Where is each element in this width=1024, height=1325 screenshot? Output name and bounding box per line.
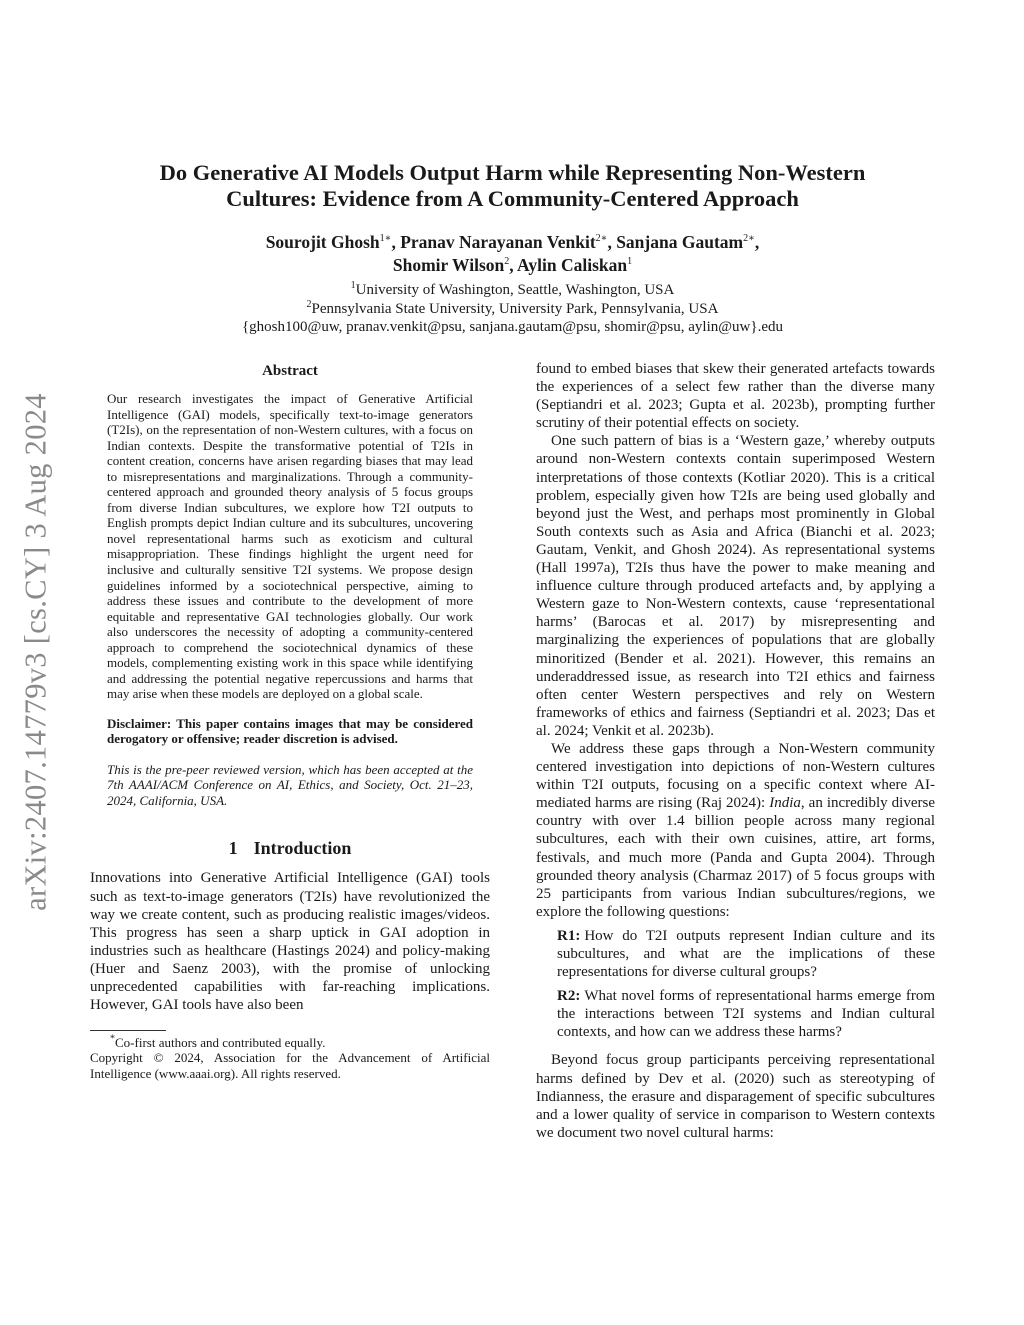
affiliation-1 — [90, 281, 935, 300]
intro-paragraph-1-continued: found to embed biases that skew their generated artefacts towards the experiences of a select few rather than the diverse many (Septiandri et al. 2023; Gupta et al. 2023b), prompting further scrutiny of their potential effects on society. — [536, 361, 935, 432]
author-list — [90, 231, 935, 277]
author-line-2 — [90, 254, 935, 277]
author-affiliation-marker: 1∗ — [379, 233, 392, 245]
author-name: Pranav Narayanan Venkit — [400, 232, 596, 252]
author-separator: , — [509, 255, 518, 275]
left-column — [90, 363, 490, 1081]
author-separator: , — [391, 232, 401, 252]
title-line-2: Cultures: Evidence from A Community-Centered Approach — [226, 186, 799, 211]
research-question-2 — [557, 987, 935, 1041]
copyright-notice: Copyright © 2024, Association for the Advancement of Artificial Intelligence (www.aaai.org). All rights reserved. — [90, 1050, 490, 1081]
section-heading-introduction — [90, 838, 490, 859]
paper-title — [90, 160, 935, 212]
paragraph-text: , an incredibly diverse country with over 1.4 billion people across many regional subcultures, each with their own cuisines, attire, art forms, festivals, and much more (Panda and Gupta 2004). Through grounded theory analysis (Charmaz 2017) of 5 focus groups with 25 participants from various Indian subcultures/regions, we explore the following questions: — [536, 795, 935, 920]
affiliation-marker: 2 — [306, 298, 312, 310]
affiliation-text: University of Washington, Seattle, Washington, USA — [355, 282, 675, 298]
footnote-equal-contribution — [90, 1035, 490, 1050]
title-line-1: Do Generative AI Models Output Harm while Representing Non-Western — [159, 160, 866, 185]
author-affiliation-marker: 2 — [504, 256, 510, 268]
content-disclaimer: Disclaimer: This paper contains images that may be considered derogatory or offensive; reader discretion is advised. — [107, 715, 473, 747]
rq-text: What novel forms of representational harms emerge from the interactions between T2I systems and Indian cultural contexts, and how can we address these harms? — [557, 988, 935, 1041]
rq-label: R2: — [557, 988, 581, 1005]
research-question-1 — [557, 927, 935, 981]
arxiv-sidebar-stamp — [0, 350, 72, 955]
abstract-heading: Abstract — [262, 363, 318, 379]
author-separator: , — [754, 232, 760, 252]
paragraph-text: We address these gaps through a Non-Western community centered investigation into depictions of non-Western cultures within T2I outputs, focusing on a specific context where AI-mediated harms are rising (Raj 2024): — [536, 740, 935, 812]
affiliation-text: Pennsylvania State University, University Park, Pennsylvania, USA — [311, 300, 719, 317]
preprint-note: This is the pre-peer reviewed version, which has been accepted at the 7th AAAI/ACM Conference on AI, Ethics, and Society, Oct. 21–23, 2024, California, USA. — [107, 761, 473, 808]
author-affiliation-marker: 2∗ — [595, 233, 608, 245]
author-affiliation-marker: 2∗ — [743, 233, 755, 245]
author-name: Aylin Caliskan — [517, 255, 628, 275]
intro-paragraph-3 — [536, 740, 935, 921]
affiliation-2 — [90, 300, 935, 319]
author-emails: {ghosh100@uw, pranav.venkit@psu, sanjana.gautam@psu, shomir@psu, aylin@uw}.edu — [241, 319, 784, 335]
rq-text: How do T2I outputs represent Indian culture and its subcultures, and what are the implications of these representations for diverse cultural groups? — [557, 927, 935, 981]
footnote-marker: * — [110, 1033, 115, 1045]
footnote-divider — [90, 1030, 166, 1031]
author-separator: , — [607, 232, 617, 252]
author-line-1 — [90, 231, 935, 254]
section-number: 1 — [228, 838, 238, 859]
author-affiliation-marker: 1 — [627, 256, 633, 268]
intro-paragraph-4: Beyond focus group participants perceiving representational harms defined by Dev et al. (2020) such as stereotyping of Indianness, the erasure and disparagement of specific subcultures and a lower quality of service in comparison to Western contexts we document two novel cultural harms: — [536, 1052, 935, 1141]
affiliations — [90, 281, 935, 337]
section-title: Introduction — [253, 838, 352, 859]
affiliation-marker: 1 — [350, 280, 356, 291]
author-name: Sourojit Ghosh — [265, 232, 380, 252]
footnote-text: Co-first authors and contributed equally. — [115, 1035, 326, 1051]
author-name: Shomir Wilson — [392, 255, 505, 275]
emphasis-india: India — [769, 795, 801, 812]
author-name: Sanjana Gautam — [616, 232, 744, 252]
intro-paragraph-1: Innovations into Generative Artificial Intelligence (GAI) tools such as text-to-image generators (T2Is) have revolutionized the way we create content, such as producing realistic images/videos. This progress has seen a sharp uptick in GAI adoption in industries such as healthcare (Hastings 2024) and policy-making (Huer and Saenz 2003), with the promise of unlocking unprecedented capabilities with far-reaching implications. However, GAI tools have also been — [90, 870, 490, 1014]
arxiv-identifier: arXiv:2407.14779v3 [cs.CY] 3 Aug 2024 — [18, 393, 53, 911]
rq-label: R1: — [557, 927, 581, 944]
intro-paragraph-2: One such pattern of bias is a ‘Western gaze,’ whereby outputs around non-Western contexts contain superimposed Western interpretations of those contexts (Kotliar 2020). This is a critical problem, especially given how T2Is are being used globally and beyond just the West, and perhaps most prominently in Global South contexts such as Asia and Africa (Bianchi et al. 2023; Gautam, Venkit, and Ghosh 2024). As representational systems (Hall 1997a), T2Is thus have the power to make meaning and influence culture through produced artefacts and, by applying a Western gaze to Non-Western contexts, cause ‘representational harms’ (Barocas et al. 2017) by misrepresenting and marginalizing the experiences of populations that are globally minoritized (Bender et al. 2021). However, this remains an underaddressed issue, as research into T2I ethics and fairness often center Western perspectives and rely on Western frameworks of ethics and fairness (Septiandri et al. 2023; Das et al. 2024; Venkit et al. 2023b). — [536, 433, 935, 739]
abstract-body: Our research investigates the impact of Generative Artificial Intelligence (GAI) models, specifically text-to-image generators (T2Is), on the representation of non-Western cultures, with a focus on Indian contexts. Despite the transformative potential of T2Is in content creation, concerns have arisen regarding biases that may lead to misrepresentations and marginalizations. Through a community-centered approach and grounded theory analysis of 5 focus groups from diverse Indian subcultures, we explore how T2I outputs to English prompts depict Indian culture and its subcultures, uncovering novel representational harms such as exoticism and cultural misappropriation. These findings highlight the urgent need for inclusive and culturally sensitive T2I systems. We propose design guidelines informed by a sociotechnical perspective, aiming to address these issues and contribute to the development of more equitable and representative GAI technologies globally. Our work also underscores the necessity of adopting a community-centered approach to comprehend the sociotechnical dynamics of these models, complementing existing work in this space while identifying and addressing the potential negative repercussions and harms that may arise when these models are deployed on a global scale. — [107, 391, 473, 702]
right-column — [536, 360, 935, 1142]
